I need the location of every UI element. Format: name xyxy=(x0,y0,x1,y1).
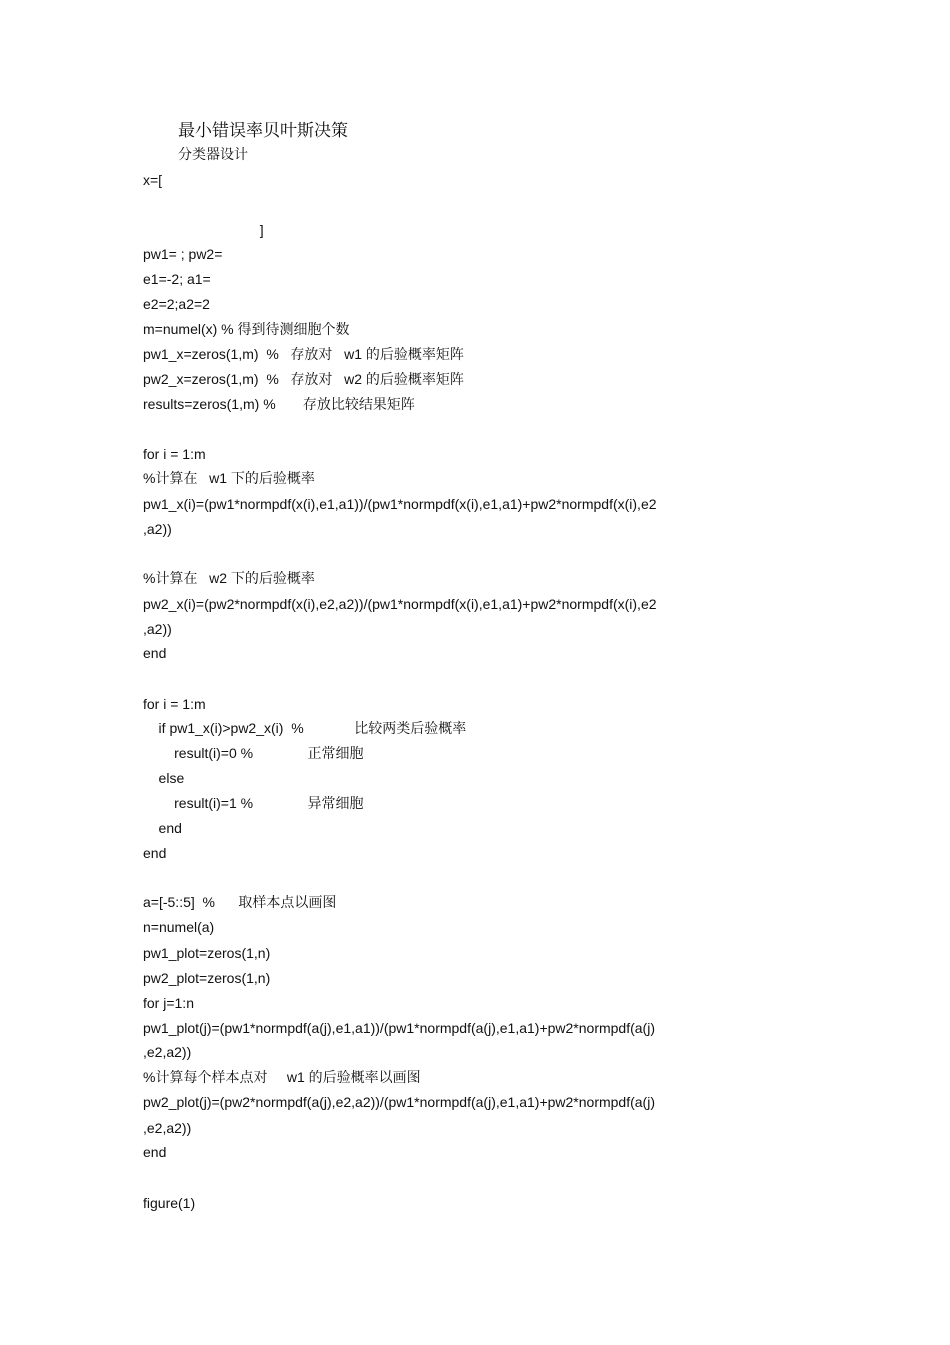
code-line: ,a2)) xyxy=(143,621,172,637)
code-line: %计算在 w2 下的后验概率 xyxy=(143,570,315,586)
code-line: if pw1_x(i)>pw2_x(i) % 比较两类后验概率 xyxy=(143,720,467,736)
code-line: pw2_x=zeros(1,m) % 存放对 w2 的后验概率矩阵 xyxy=(143,371,464,387)
code-line: ,e2,a2)) xyxy=(143,1044,192,1060)
code-line: e1=-2; a1= xyxy=(143,271,211,287)
code-line: %计算每个样本点对 w1 的后验概率以画图 xyxy=(143,1069,421,1085)
code-line: pw2_plot=zeros(1,n) xyxy=(143,970,271,986)
code-line: n=numel(a) xyxy=(143,919,215,935)
code-line: e2=2;a2=2 xyxy=(143,296,210,312)
code-line: ] xyxy=(143,222,264,238)
code-line: ,a2)) xyxy=(143,521,172,537)
code-line: pw1_plot=zeros(1,n) xyxy=(143,945,271,961)
code-line: m=numel(x) % 得到待测细胞个数 xyxy=(143,321,350,337)
code-line: result(i)=1 % 异常细胞 xyxy=(143,795,364,811)
code-line: pw2_x(i)=(pw2*normpdf(x(i),e2,a2))/(pw1*normpdf(x(i),e1,a1)+pw2*normpdf(x(i),e2 xyxy=(143,596,657,612)
code-line: end xyxy=(143,845,167,861)
code-line: end xyxy=(143,645,167,661)
code-line: result(i)=0 % 正常细胞 xyxy=(143,745,364,761)
code-line: for i = 1:m xyxy=(143,696,206,712)
code-line: else xyxy=(143,770,185,786)
code-line: figure(1) xyxy=(143,1195,196,1211)
code-line: pw1= ; pw2= xyxy=(143,246,223,262)
code-line: end xyxy=(143,820,182,836)
code-line: end xyxy=(143,1144,167,1160)
code-line: pw1_x=zeros(1,m) % 存放对 w1 的后验概率矩阵 xyxy=(143,346,464,362)
code-line: pw2_plot(j)=(pw2*normpdf(a(j),e2,a2))/(pw1*normpdf(a(j),e1,a1)+pw2*normpdf(a(j) xyxy=(143,1094,655,1110)
code-line: %计算在 w1 下的后验概率 xyxy=(143,470,315,486)
code-line: a=[-5::5] % 取样本点以画图 xyxy=(143,894,337,910)
code-line: for j=1:n xyxy=(143,995,194,1011)
code-line: pw1_x(i)=(pw1*normpdf(x(i),e1,a1))/(pw1*normpdf(x(i),e1,a1)+pw2*normpdf(x(i),e2 xyxy=(143,496,657,512)
document-subtitle: 分类器设计 xyxy=(178,147,248,163)
document-title: 最小错误率贝叶斯决策 xyxy=(178,121,348,141)
code-line: x=[ xyxy=(143,172,163,188)
code-line: for i = 1:m xyxy=(143,446,206,462)
code-line: results=zeros(1,m) % 存放比较结果矩阵 xyxy=(143,396,415,412)
code-line: ,e2,a2)) xyxy=(143,1120,192,1136)
code-line: pw1_plot(j)=(pw1*normpdf(a(j),e1,a1))/(pw1*normpdf(a(j),e1,a1)+pw2*normpdf(a(j) xyxy=(143,1020,655,1036)
